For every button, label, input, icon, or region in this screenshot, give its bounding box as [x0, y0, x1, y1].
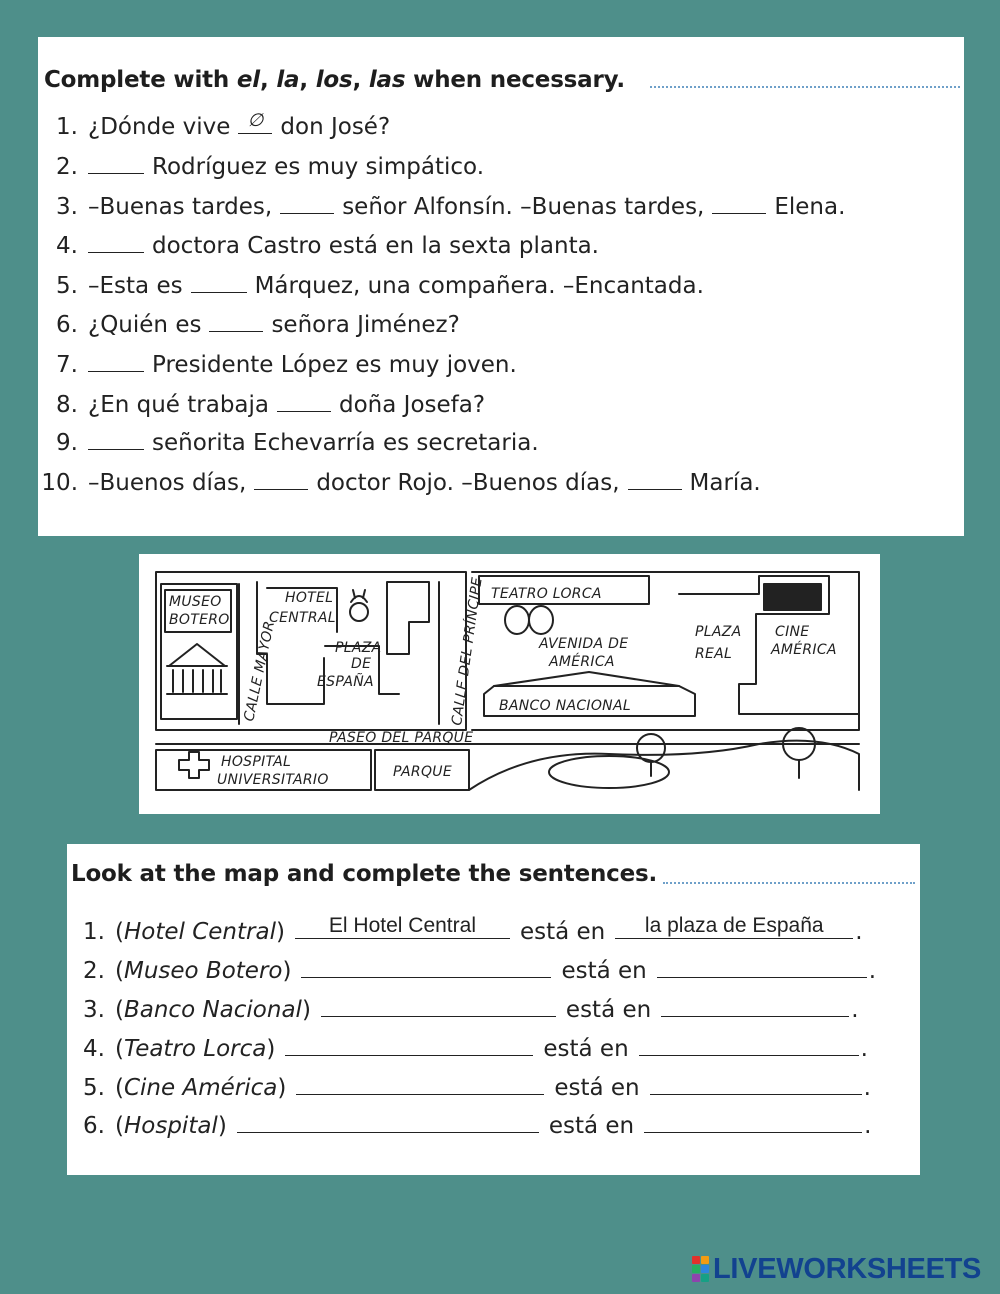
heading-dotted-rule: [663, 882, 915, 884]
map-label-cine: CINE: [775, 624, 810, 640]
item-number: 9.: [56, 430, 78, 456]
place-name: Museo Botero: [123, 958, 283, 984]
place-name: Hotel Central: [123, 919, 276, 945]
heading-text: when necessary.: [405, 67, 625, 93]
heading-article-los: los: [315, 67, 353, 93]
paren: (: [115, 1075, 124, 1101]
cine-sign-drawing: [764, 584, 821, 610]
heading-comma: ,: [260, 67, 277, 93]
map-label-parque: PARQUE: [393, 764, 452, 780]
map-label-banco: BANCO NACIONAL: [499, 698, 631, 714]
paren: (: [115, 997, 124, 1023]
exercise-map-item: [67, 914, 863, 946]
location-answer-blank[interactable]: [615, 914, 853, 939]
period: .: [851, 997, 859, 1023]
map-label-museo: MUSEO: [169, 594, 222, 610]
subject-answer-blank[interactable]: [295, 914, 510, 939]
item-text: doctora Castro está en la sexta planta.: [152, 233, 599, 259]
fountain-drawing: [350, 603, 368, 621]
heading-article-el: el: [236, 67, 260, 93]
logo-square: [701, 1265, 709, 1273]
subject-answer-blank[interactable]: [237, 1114, 539, 1133]
answer-blank[interactable]: [254, 471, 308, 490]
connector-text: está en: [565, 997, 652, 1023]
exercise-articles-heading: [44, 67, 625, 93]
fountain-spray: [351, 590, 367, 602]
logo-square: [692, 1274, 700, 1282]
connector-text: está en: [561, 958, 647, 984]
hospital-cross-drawing: [179, 752, 209, 778]
item-number: 4.: [56, 233, 78, 259]
map-label-hospital: HOSPITAL: [221, 754, 292, 770]
exercise-articles-item: [38, 272, 704, 300]
logo-square: [701, 1256, 709, 1264]
answer-blank[interactable]: [280, 195, 334, 214]
exercise-articles-item: [38, 429, 539, 457]
map-label-de: DE: [351, 656, 372, 672]
heading-dotted-rule: [650, 86, 960, 88]
exercise-articles-item: [38, 311, 460, 339]
exercise-map-item: [67, 957, 876, 985]
answer-blank[interactable]: [88, 155, 144, 174]
item-number: 1.: [83, 919, 105, 945]
heading-comma: ,: [352, 67, 369, 93]
location-answer-blank[interactable]: [661, 998, 849, 1017]
place-name: Teatro Lorca: [123, 1036, 267, 1062]
location-answer-blank[interactable]: [639, 1037, 859, 1056]
location-answer-blank[interactable]: [650, 1076, 862, 1095]
heading-article-las: las: [368, 67, 406, 93]
paren: (: [115, 958, 124, 984]
location-answer-blank[interactable]: [657, 959, 867, 978]
item-text: señora Jiménez?: [271, 312, 460, 338]
plaza-right-building: [387, 582, 429, 654]
item-text: –Buenas tardes,: [88, 194, 273, 220]
item-number: 2.: [83, 958, 105, 984]
map-label-cine-america: AMÉRICA: [771, 642, 837, 658]
exercise-map-item: [67, 996, 859, 1024]
map-label-central: CENTRAL: [269, 610, 336, 626]
exercise-map-heading: Look at the map and complete the sentences.: [71, 861, 657, 887]
paren: ): [277, 1075, 287, 1101]
map-label-universitario: UNIVERSITARIO: [217, 772, 329, 788]
answer-blank[interactable]: [238, 110, 272, 134]
period: .: [864, 1113, 872, 1139]
paren: (: [115, 1036, 124, 1062]
map-label-paseo: PASEO DEL PARQUE: [329, 730, 474, 746]
city-map-panel: [139, 554, 880, 814]
period: .: [868, 958, 877, 984]
paren: ): [282, 958, 292, 984]
comedy-mask-drawing: [505, 606, 529, 634]
subject-answer-blank[interactable]: [301, 959, 551, 978]
item-number: 6.: [56, 312, 78, 338]
exercise-map-item: [67, 1112, 871, 1140]
item-number: 3.: [83, 997, 105, 1023]
paren: ): [217, 1113, 227, 1139]
map-label-calle-principe: CALLE DEL PRÍNCIPE: [449, 576, 486, 727]
exercise-articles-item: [38, 351, 517, 379]
map-label-america: AMÉRICA: [549, 654, 615, 670]
item-text: don José?: [280, 114, 391, 140]
map-label-calle-mayor: CALLE MAYOR: [241, 619, 279, 723]
exercise-articles-item: [38, 232, 599, 260]
answer-text: El Hotel Central: [328, 914, 476, 937]
item-number: 1.: [56, 114, 78, 140]
item-number: 3.: [56, 194, 78, 220]
exercise-articles-item: [38, 153, 484, 181]
map-label-hotel: HOTEL: [285, 590, 334, 606]
item-text: Presidente López es muy joven.: [152, 352, 517, 378]
place-name: Cine América: [123, 1075, 278, 1101]
exercise-map-item: [67, 1035, 868, 1063]
item-text: María.: [689, 470, 761, 496]
answer-blank[interactable]: [88, 353, 144, 372]
logo-square: [701, 1274, 709, 1282]
map-label-botero: BOTERO: [169, 612, 230, 628]
answer-blank[interactable]: [209, 313, 263, 332]
connector-text: está en: [548, 1113, 635, 1139]
answer-text: la plaza de España: [644, 914, 824, 937]
map-label-avenida: AVENIDA DE: [539, 636, 629, 652]
item-text: Elena.: [774, 194, 846, 220]
exercise-articles-item: [38, 391, 485, 419]
connector-text: está en: [519, 919, 606, 945]
item-text: –Esta es: [88, 273, 183, 299]
answer-blank[interactable]: [277, 393, 331, 412]
location-answer-blank[interactable]: [644, 1114, 862, 1133]
liveworksheets-logo: [692, 1254, 981, 1284]
answer-blank[interactable]: [88, 431, 144, 450]
answer-blank[interactable]: [191, 274, 247, 293]
exercise-map-item: [67, 1074, 871, 1102]
item-number: 7.: [56, 352, 78, 378]
park-tree-drawing: [637, 734, 665, 762]
item-number: 10.: [41, 470, 78, 496]
heading-article-la: la: [276, 67, 300, 93]
exercise-articles-item: [38, 469, 761, 497]
item-text: –Buenos días,: [88, 470, 247, 496]
paren: ): [266, 1036, 276, 1062]
answer-text: ∅: [247, 110, 264, 131]
map-label-espana: ESPAÑA: [317, 674, 374, 690]
subject-answer-blank[interactable]: [285, 1037, 533, 1056]
paren: (: [115, 919, 124, 945]
exercise-map-panel: [67, 844, 920, 1175]
city-map-illustration: [139, 554, 880, 814]
tragedy-mask-drawing: [529, 606, 553, 634]
item-text: señorita Echevarría es secretaria.: [152, 430, 539, 456]
exercise-articles-panel: [38, 37, 964, 536]
paren: ): [301, 997, 311, 1023]
item-text: Márquez, una compañera. –Encantada.: [254, 273, 704, 299]
museum-building-drawing: [167, 644, 227, 694]
place-name: Hospital: [123, 1113, 218, 1139]
answer-blank[interactable]: [712, 195, 766, 214]
map-label-plaza-real-1: PLAZA: [695, 624, 742, 640]
item-number: 5.: [56, 273, 78, 299]
exercise-articles-item: [38, 193, 845, 221]
item-text: señor Alfonsín. –Buenas tardes,: [342, 194, 705, 220]
heading-text: Complete with: [44, 67, 237, 93]
answer-blank[interactable]: [628, 471, 682, 490]
item-number: 6.: [83, 1113, 105, 1139]
map-label-teatro: TEATRO LORCA: [491, 586, 602, 602]
logo-square: [692, 1256, 700, 1264]
period: .: [860, 1036, 868, 1062]
connector-text: está en: [554, 1075, 640, 1101]
park-tree-trunks: [651, 760, 799, 778]
subject-answer-blank[interactable]: [296, 1076, 544, 1095]
period: .: [863, 1075, 871, 1101]
connector-text: está en: [543, 1036, 629, 1062]
logo-square: [692, 1265, 700, 1273]
map-label-plaza: PLAZA: [335, 640, 382, 656]
item-text: Rodríguez es muy simpático.: [152, 154, 485, 180]
period: .: [855, 919, 863, 945]
exercise-articles-item: [38, 110, 391, 141]
paren: ): [275, 919, 285, 945]
logo-wordmark: LIVEWORKSHEETS: [713, 1252, 982, 1285]
heading-comma: ,: [299, 67, 316, 93]
item-text: ¿Dónde vive: [88, 114, 231, 140]
item-number: 5.: [83, 1075, 105, 1101]
map-label-plaza-real-2: REAL: [695, 646, 733, 662]
subject-answer-blank[interactable]: [321, 998, 556, 1017]
item-text: ¿Quién es: [88, 312, 202, 338]
item-text: doña Josefa?: [339, 392, 486, 418]
item-text: doctor Rojo. –Buenos días,: [316, 470, 620, 496]
paren: (: [115, 1113, 124, 1139]
item-number: 4.: [83, 1036, 105, 1062]
item-number: 2.: [56, 154, 78, 180]
answer-blank[interactable]: [88, 234, 144, 253]
item-number: 8.: [56, 392, 78, 418]
logo-icon: [692, 1256, 709, 1282]
item-text: ¿En qué trabaja: [88, 392, 270, 418]
banco-roof: [494, 672, 679, 686]
place-name: Banco Nacional: [123, 997, 302, 1023]
